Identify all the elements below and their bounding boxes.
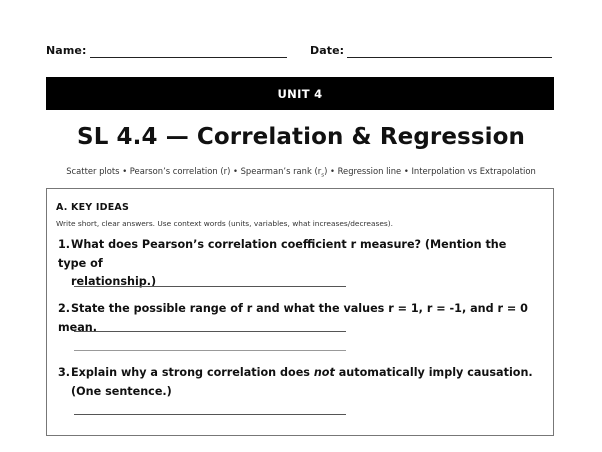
- name-label: Name:: [46, 44, 87, 57]
- question-text: What does Pearson’s correlation coefficient r measure? (Mention the type of: [58, 238, 507, 270]
- date-field-line[interactable]: [347, 57, 552, 58]
- answer-line-q2-1[interactable]: [74, 331, 346, 332]
- question-text-before: Explain why a strong correlation does: [71, 366, 314, 379]
- question-text: State the possible range of r and what the values r = 1, r = -1, and r = 0 mean.: [58, 302, 528, 334]
- topics-line: [0, 166, 602, 179]
- topics-text-part1: Scatter plots • Pearson’s correlation (r) • Spearman’s rank (r: [66, 166, 322, 176]
- date-label: Date:: [310, 44, 345, 57]
- question-number: 3.: [58, 366, 71, 379]
- topics-text-part2: ) • Regression line • Interpolation vs Extrapolation: [324, 166, 536, 176]
- question-1: [58, 236, 538, 292]
- name-field-line[interactable]: [90, 57, 287, 58]
- section-instructions: Write short, clear answers. Use context words (units, variables, what increases/decreases).: [56, 219, 393, 228]
- question-number: 2.: [58, 302, 71, 315]
- unit-banner: [46, 77, 554, 110]
- page-title: SL 4.4 — Correlation & Regression: [77, 124, 525, 150]
- question-text-continued: (One sentence.): [71, 384, 172, 398]
- answer-line-q3[interactable]: [74, 414, 346, 415]
- student-info-row: [46, 42, 554, 60]
- question-text-continued: relationship.): [71, 275, 157, 288]
- key-ideas-section: [46, 188, 554, 436]
- question-number: 1.: [58, 238, 71, 251]
- question-text: [71, 366, 533, 379]
- answer-line-q1[interactable]: [74, 286, 346, 287]
- topics-subscript: s: [321, 172, 325, 179]
- unit-label: UNIT 4: [277, 86, 323, 101]
- question-text-after: automatically imply causation.: [334, 366, 533, 379]
- section-title: A. KEY IDEAS: [56, 202, 129, 213]
- question-3: [58, 364, 538, 401]
- answer-line-q2-2[interactable]: [74, 350, 346, 351]
- question-text-emphasis: not: [313, 366, 335, 379]
